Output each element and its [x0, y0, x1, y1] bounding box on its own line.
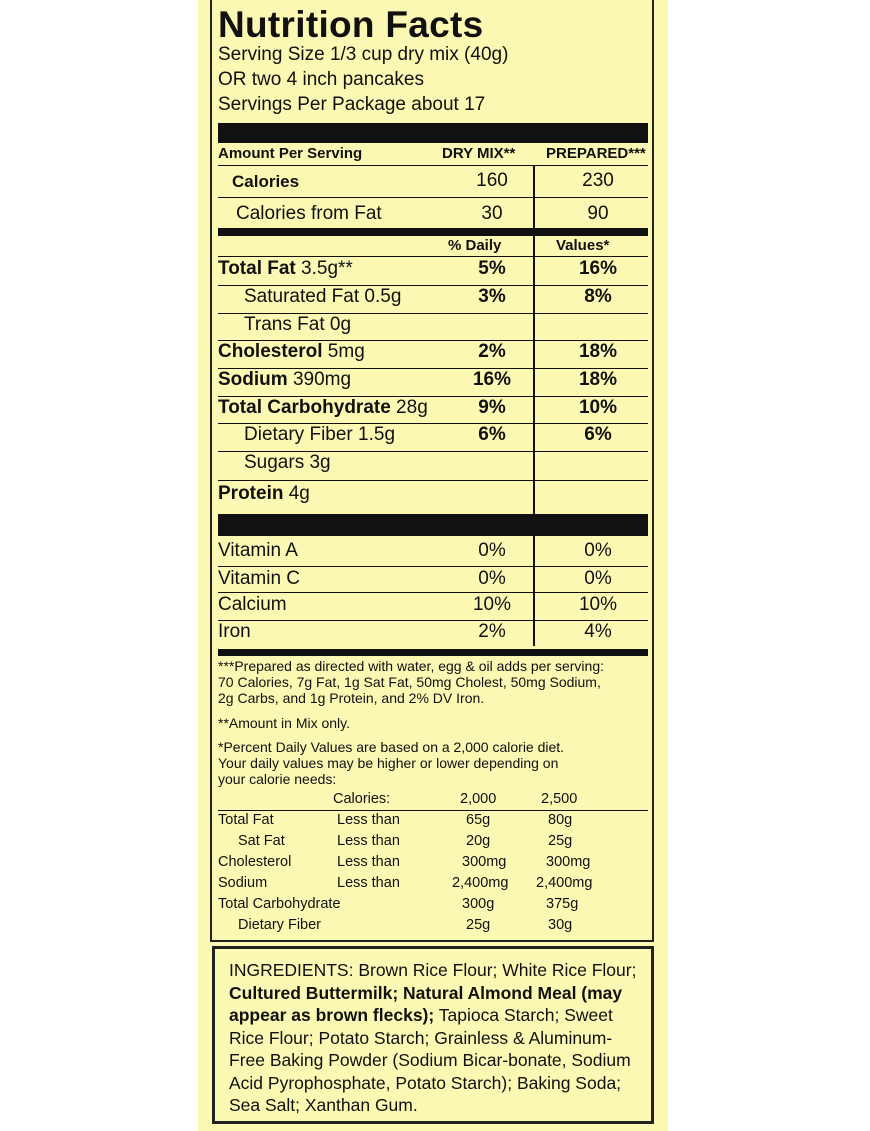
nutrient-name-bold: Total Carbohydrate [218, 397, 391, 418]
nutrient-name [218, 397, 428, 419]
divider [218, 620, 648, 621]
servings-per-package: Servings Per Package about 17 [218, 94, 486, 115]
vitamin-dry-pct: 10% [472, 594, 512, 615]
footnote-dv-2: Your daily values may be higher or lower depending on [218, 755, 559, 771]
vitamin-prepared-pct: 0% [584, 568, 612, 589]
column-rule [533, 198, 535, 228]
nutrient-row [218, 483, 648, 510]
calories-from-fat-dry: 30 [481, 203, 503, 224]
vitamin-row [218, 594, 648, 621]
serving-alt: OR two 4 inch pancakes [218, 69, 424, 90]
dv-row-2500: 375g [546, 896, 579, 912]
nutrient-amount: Dietary Fiber 1.5g [244, 424, 396, 445]
divider [218, 396, 648, 397]
nutrient-row [218, 452, 648, 479]
nutrient-dry-pct: 3% [478, 286, 506, 307]
vitamin-row [218, 568, 648, 595]
nutrient-name [218, 424, 395, 446]
vitamin-name: Calcium [218, 594, 287, 615]
dv-row-limit: Less than [337, 833, 400, 849]
nutrient-amount: Trans Fat 0g [244, 314, 352, 335]
column-rule [533, 536, 535, 646]
nutrient-prepared-pct: 6% [584, 424, 612, 445]
nutrient-name [218, 369, 351, 391]
vitamin-prepared-pct: 0% [584, 540, 612, 561]
nutrient-amount: 390mg [287, 369, 352, 390]
nutrient-row [218, 369, 648, 396]
dv-row-2000: 65g [466, 812, 491, 828]
vitamin-name: Vitamin C [218, 568, 301, 589]
dv-row-2500: 300mg [546, 854, 591, 870]
nutrition-title: Nutrition Facts [218, 4, 484, 45]
vitamin-name: Iron [218, 621, 251, 642]
nutrient-amount: 5mg [322, 341, 365, 362]
nutrient-name [218, 341, 365, 363]
vitamin-prepared-pct: 4% [584, 621, 612, 642]
nutrient-row [218, 341, 648, 368]
ingredients-box [212, 946, 654, 1124]
nutrient-name [218, 286, 401, 308]
column-rule [533, 165, 535, 197]
vitamin-dry-pct: 0% [478, 568, 506, 589]
calories-from-fat-label: Calories from Fat [236, 203, 382, 224]
dv-row-2000: 20g [466, 833, 491, 849]
nutrient-prepared-pct: 18% [578, 369, 618, 390]
col-dry-mix-header: DRY MIX** [442, 145, 516, 162]
medium-divider [218, 228, 648, 236]
dv-row-name: Cholesterol [218, 854, 292, 870]
serving-size: Serving Size 1/3 cup dry mix (40g) [218, 44, 509, 65]
nutrient-name-bold: Total Fat [218, 258, 296, 279]
ingredients-lead: INGREDIENTS: Brown Rice Flour; White Rice Flour; [229, 960, 637, 980]
divider [218, 480, 648, 481]
nutrient-dry-pct: 6% [478, 424, 506, 445]
dv-calories-2500: 2,500 [541, 791, 578, 807]
divider [218, 566, 648, 567]
vitamin-prepared-pct: 10% [578, 594, 618, 615]
dv-row-limit: Less than [337, 854, 400, 870]
divider [218, 165, 648, 166]
nutrient-name-bold: Cholesterol [218, 341, 323, 362]
calories-row [218, 170, 648, 197]
footnote-dv-1: *Percent Daily Values are based on a 2,000 calorie diet. [218, 739, 565, 755]
divider [218, 197, 648, 198]
nutrient-row [218, 258, 648, 285]
col-prepared-header: PREPARED*** [546, 145, 646, 162]
footnote-prepared-3: 2g Carbs, and 1g Protein, and 2% DV Iron. [218, 690, 485, 706]
vitamin-row [218, 621, 648, 648]
calories-prepared: 230 [582, 170, 614, 191]
divider [218, 810, 648, 811]
ingredients-tail: Tapioca Starch; Sweet Rice Flour; Potato Starch; Grainless & Aluminum-Free Baking Powder (Sodium Bicar-bonate, Sodium Acid Pyrophosphate, Potato Starch); Baking Soda; Sea Salt; Xanthan Gum. [229, 1005, 631, 1115]
calories-dry: 160 [476, 170, 508, 191]
dv-row-2000: 300g [462, 896, 495, 912]
nutrient-prepared-pct: 8% [584, 286, 612, 307]
dv-row-limit: Less than [337, 875, 400, 891]
nutrient-row [218, 286, 648, 313]
divider [218, 592, 648, 593]
dv-row-name: Total Carbohydrate [218, 896, 341, 912]
amount-per-serving: Amount Per Serving [218, 145, 363, 162]
dv-calories-2000: 2,000 [460, 791, 497, 807]
dv-row-limit: Less than [337, 812, 400, 828]
dv-row-2000: 25g [466, 917, 491, 933]
nutrient-amount: 3.5g** [295, 258, 353, 279]
calories-from-fat-row [218, 203, 648, 230]
nutrient-row [218, 314, 648, 341]
dv-calories-label: Calories: [333, 791, 391, 807]
divider [218, 423, 648, 424]
thick-divider-vitamins [218, 514, 648, 536]
dv-row-2000: 2,400mg [452, 875, 509, 891]
dv-row-2500: 30g [548, 917, 573, 933]
dv-row-name: Sodium [218, 875, 268, 891]
divider [218, 451, 648, 452]
pct-daily-header: % Daily [448, 237, 502, 254]
vitamin-name: Vitamin A [218, 540, 298, 561]
ingredients-bold: Cultured Buttermilk; Natural Almond Meal (may appear as brown flecks); [229, 982, 623, 1025]
footnote-prepared-1: ***Prepared as directed with water, egg & oil adds per serving: [218, 658, 604, 674]
nutrient-dry-pct: 5% [478, 258, 506, 279]
footnote-prepared-2: 70 Calories, 7g Fat, 1g Sat Fat, 50mg Cholest, 50mg Sodium, [218, 674, 601, 690]
nutrient-amount: 4g [283, 483, 310, 504]
nutrient-dry-pct: 9% [478, 397, 506, 418]
vitamin-dry-pct: 0% [478, 540, 506, 561]
calories-label: Calories [232, 172, 300, 191]
divider [218, 340, 648, 341]
nutrient-amount: Saturated Fat 0.5g [244, 286, 402, 307]
nutrient-prepared-pct: 16% [578, 258, 618, 279]
vitamin-row [218, 540, 648, 567]
nutrient-prepared-pct: 18% [578, 341, 618, 362]
nutrient-dry-pct: 16% [472, 369, 512, 390]
nutrient-name-bold: Protein [218, 483, 284, 504]
nutrient-name [218, 258, 353, 280]
divider [218, 313, 648, 314]
nutrient-prepared-pct: 10% [578, 397, 618, 418]
thick-divider-footnotes [218, 649, 648, 656]
nutrient-name-bold: Sodium [218, 369, 288, 390]
divider [218, 256, 648, 257]
calories-from-fat-prepared: 90 [587, 203, 609, 224]
dv-row-2500: 80g [548, 812, 573, 828]
divider [218, 368, 648, 369]
nutrient-amount: Sugars 3g [244, 452, 331, 473]
footnote-mix: **Amount in Mix only. [218, 715, 351, 731]
nutrient-amount: 28g [390, 397, 428, 418]
dv-row-2500: 2,400mg [536, 875, 593, 891]
dv-row-name: Dietary Fiber [238, 917, 321, 933]
dv-row-name: Total Fat [218, 812, 274, 828]
values-header: Values* [556, 237, 610, 254]
vitamin-dry-pct: 2% [478, 621, 506, 642]
nutrient-row [218, 424, 648, 451]
nutrient-row [218, 397, 648, 424]
dv-row-2500: 25g [548, 833, 573, 849]
divider [218, 285, 648, 286]
nutrient-name [218, 452, 331, 474]
footnote-dv-3: your calorie needs: [218, 771, 337, 787]
column-rule [533, 236, 535, 514]
dv-row-name: Sat Fat [238, 833, 285, 849]
nutrient-dry-pct: 2% [478, 341, 506, 362]
nutrient-name [218, 314, 351, 336]
nutrient-name [218, 483, 310, 505]
thick-divider-top [218, 123, 648, 143]
dv-row-2000: 300mg [462, 854, 507, 870]
